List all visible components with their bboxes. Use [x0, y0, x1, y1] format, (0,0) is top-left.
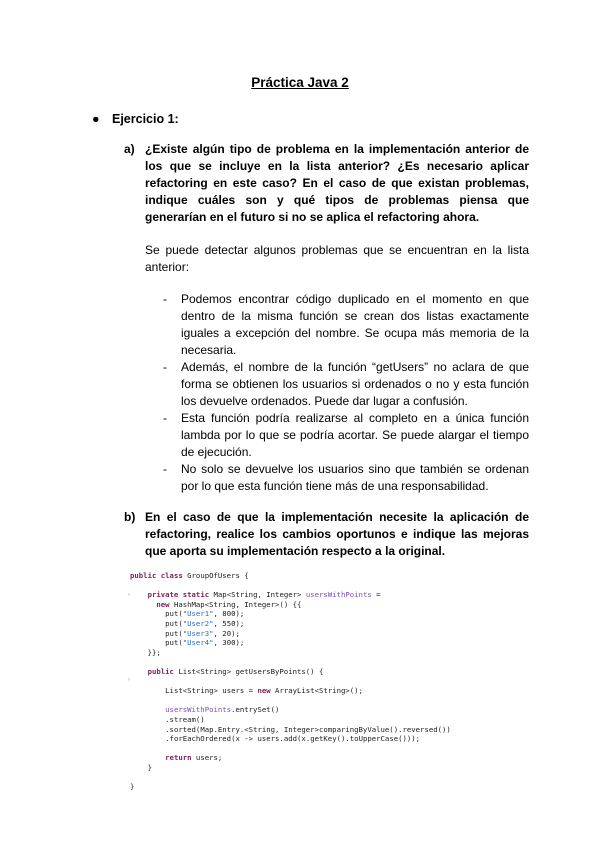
list-item-text: Podemos encontrar código duplicado en el momento en que dentro de la misma función se crean dos listas exactamente iguales a excepción del nombre. Se ocupa más memoria de la necesaria.	[181, 292, 529, 357]
exercise-heading	[92, 112, 179, 126]
list-item-text: No solo se devuelve los usuarios sino que también se ordenan por lo que esta función tiene más de una responsabilidad.	[181, 462, 529, 493]
code-line: public class GroupOfUsers {	[130, 571, 249, 580]
code-line	[130, 657, 530, 667]
code-line: .forEachOrdered(x -> users.add(x.getKey().toUpperCase()));	[130, 734, 421, 744]
fold-marker-icon: ›	[128, 592, 130, 598]
code-line	[130, 744, 530, 754]
code-line	[130, 677, 530, 687]
code-line: put("User2", 550);	[165, 618, 245, 628]
question-b-text: En el caso de que la implementación necesite la aplicación de refactoring, realice los cambios oportunos e indique las mejoras que aporta su implementación respecto a la original.	[145, 510, 529, 558]
code-line: private static Map<String, Integer> usersWithPoints =	[147, 590, 381, 600]
list-item	[163, 461, 529, 495]
list-item	[163, 410, 529, 461]
dash-icon: -	[163, 411, 167, 425]
code-line: }};	[130, 647, 161, 657]
code-line: .stream()	[130, 714, 205, 724]
bullet-icon: ●	[92, 112, 100, 126]
question-a-letter: a)	[124, 142, 135, 156]
code-line: public List<String> getUsersByPoints() {	[147, 666, 324, 676]
code-line	[130, 696, 530, 706]
dash-icon: -	[163, 462, 167, 476]
list-item	[163, 291, 529, 359]
code-line: .sorted(Map.Entry.<String, Integer>comparingByValue().reversed())	[130, 724, 451, 734]
code-line	[130, 772, 530, 782]
list-item	[163, 359, 529, 410]
fold-marker-icon: ›	[128, 677, 130, 683]
dash-icon: -	[163, 292, 167, 306]
code-line: }	[130, 762, 152, 772]
code-line: return users;	[165, 753, 223, 763]
code-line	[130, 581, 530, 591]
code-line: put("User1", 800);	[165, 609, 245, 619]
dash-icon: -	[163, 360, 167, 374]
code-line: }	[130, 782, 135, 792]
question-b-letter: b)	[124, 510, 136, 524]
question-a-text: ¿Existe algún tipo de problema en la implementación anterior de los que se incluye en la lista anterior? ¿Es necesario aplicar refactoring en este caso? En el caso de que existan problemas, indique cuáles son y qué tipos de problemas piensa que generarían en el futuro si no se aplica el refactoring ahora.	[145, 142, 529, 224]
answer-intro: Se puede detectar algunos problemas que se encuentran en la lista anterior:	[145, 243, 529, 274]
code-screenshot	[130, 571, 530, 792]
code-line: List<String> users = new ArrayList<String>();	[165, 686, 363, 696]
code-line: new HashMap<String, Integer>() {{	[156, 599, 302, 609]
exercise-label: Ejercicio 1:	[112, 112, 179, 126]
page-title: Práctica Java 2	[251, 75, 349, 90]
code-line: put("User4", 300);	[165, 638, 245, 648]
list-item-text: Esta función podría realizarse al completo en a única función lambda por lo que se podría acortar. Se puede alargar el tiempo de ejecución.	[181, 411, 529, 459]
code-line: put("User3", 20);	[165, 628, 240, 638]
problem-list	[163, 291, 529, 495]
code-line: usersWithPoints.entrySet()	[165, 705, 280, 715]
list-item-text: Además, el nombre de la función “getUsers” no aclara de que forma se obtienen los usuarios si ordenados o no y esta función los devuelve ordenados. Puede dar lugar a confusión.	[181, 360, 529, 408]
